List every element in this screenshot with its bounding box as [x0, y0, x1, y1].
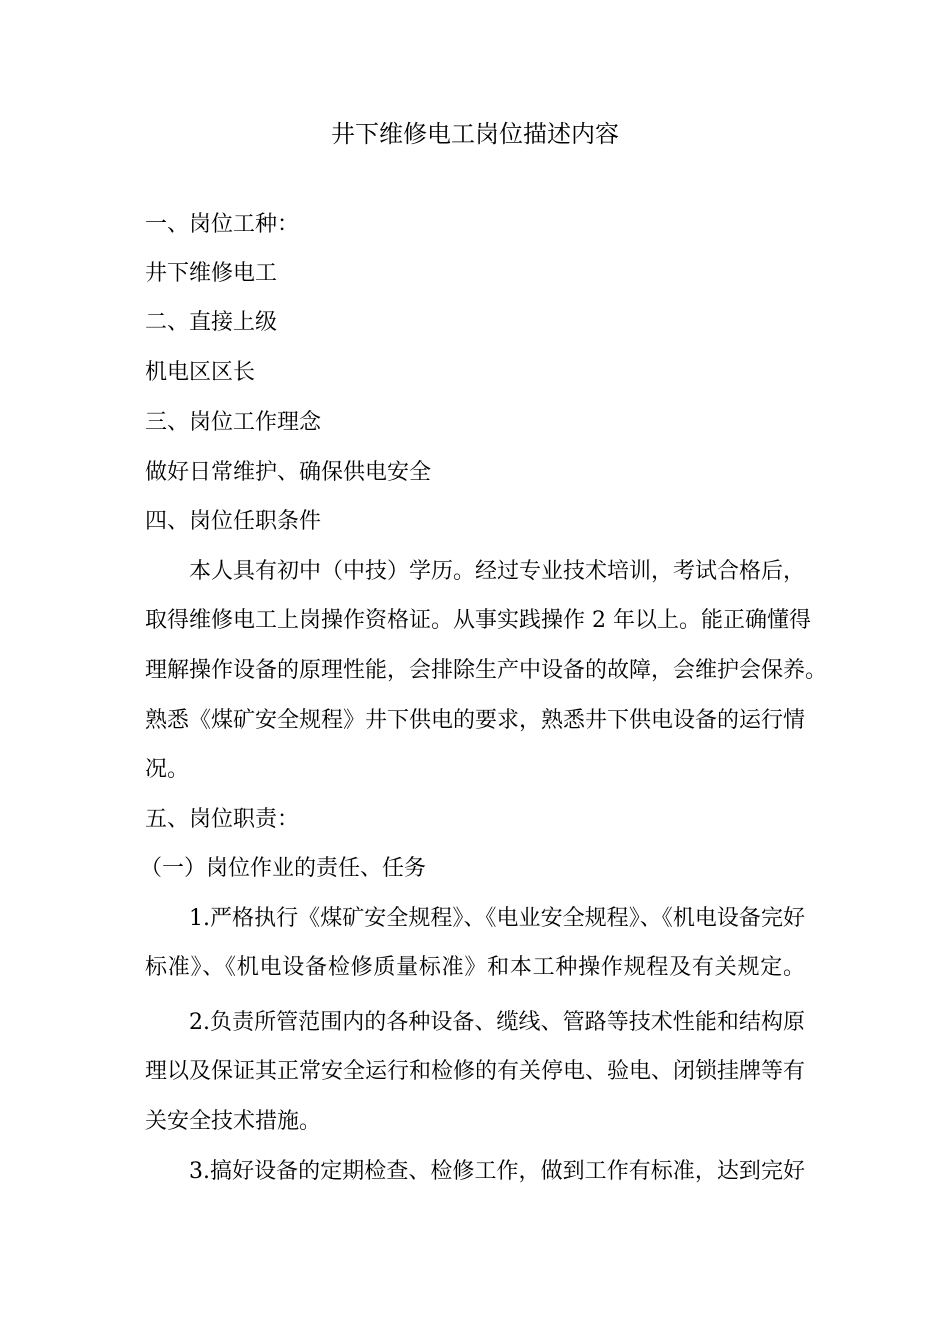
duty-item-1-line: 标准》、《机电设备检修质量标准》和本工种操作规程及有关规定。	[145, 955, 805, 980]
section-heading-qualifications: 四、岗位任职条件	[145, 509, 322, 534]
qualifications-paragraph-line: 取得维修电工上岗操作资格证。从事实践操作 2 年以上。能正确懂得	[145, 608, 811, 633]
section-heading-superior: 二、直接上级	[145, 310, 278, 335]
section-heading-duties: 五、岗位职责：	[145, 807, 300, 832]
document-title: 井下维修电工岗位描述内容	[331, 120, 619, 148]
subsection-heading-responsibilities: （一）岗位作业的责任、任务	[140, 856, 427, 881]
duty-item-2-line: 理以及保证其正常安全运行和检修的有关停电、验电、闭锁挂牌等有	[145, 1059, 806, 1084]
qualifications-paragraph-line: 本人具有初中（中技）学历。经过专业技术培训，考试合格后，	[189, 559, 806, 584]
superior-value: 机电区区长	[145, 360, 256, 385]
qualifications-paragraph-line: 况。	[145, 757, 190, 782]
job-type-value: 井下维修电工	[145, 261, 278, 286]
section-heading-job-type: 一、岗位工种：	[145, 212, 300, 237]
duty-item-2-line: 关安全技术措施。	[145, 1109, 322, 1134]
section-heading-work-philosophy: 三、岗位工作理念	[145, 410, 322, 435]
work-philosophy-value: 做好日常维护、确保供电安全	[145, 460, 432, 485]
duty-item-3-line: 3.搞好设备的定期检查、检修工作，做到工作有标准，达到完好	[189, 1159, 805, 1184]
qualifications-paragraph-line: 熟悉《煤矿安全规程》井下供电的要求，熟悉井下供电设备的运行情	[145, 708, 806, 733]
duty-item-2-line: 2.负责所管范围内的各种设备、缆线、管路等技术性能和结构原	[189, 1010, 805, 1035]
qualifications-paragraph-line: 理解操作设备的原理性能，会排除生产中设备的故障，会维护会保养。	[145, 658, 828, 683]
duty-item-1-line: 1.严格执行《煤矿安全规程》、《电业安全规程》、《机电设备完好	[189, 906, 805, 931]
